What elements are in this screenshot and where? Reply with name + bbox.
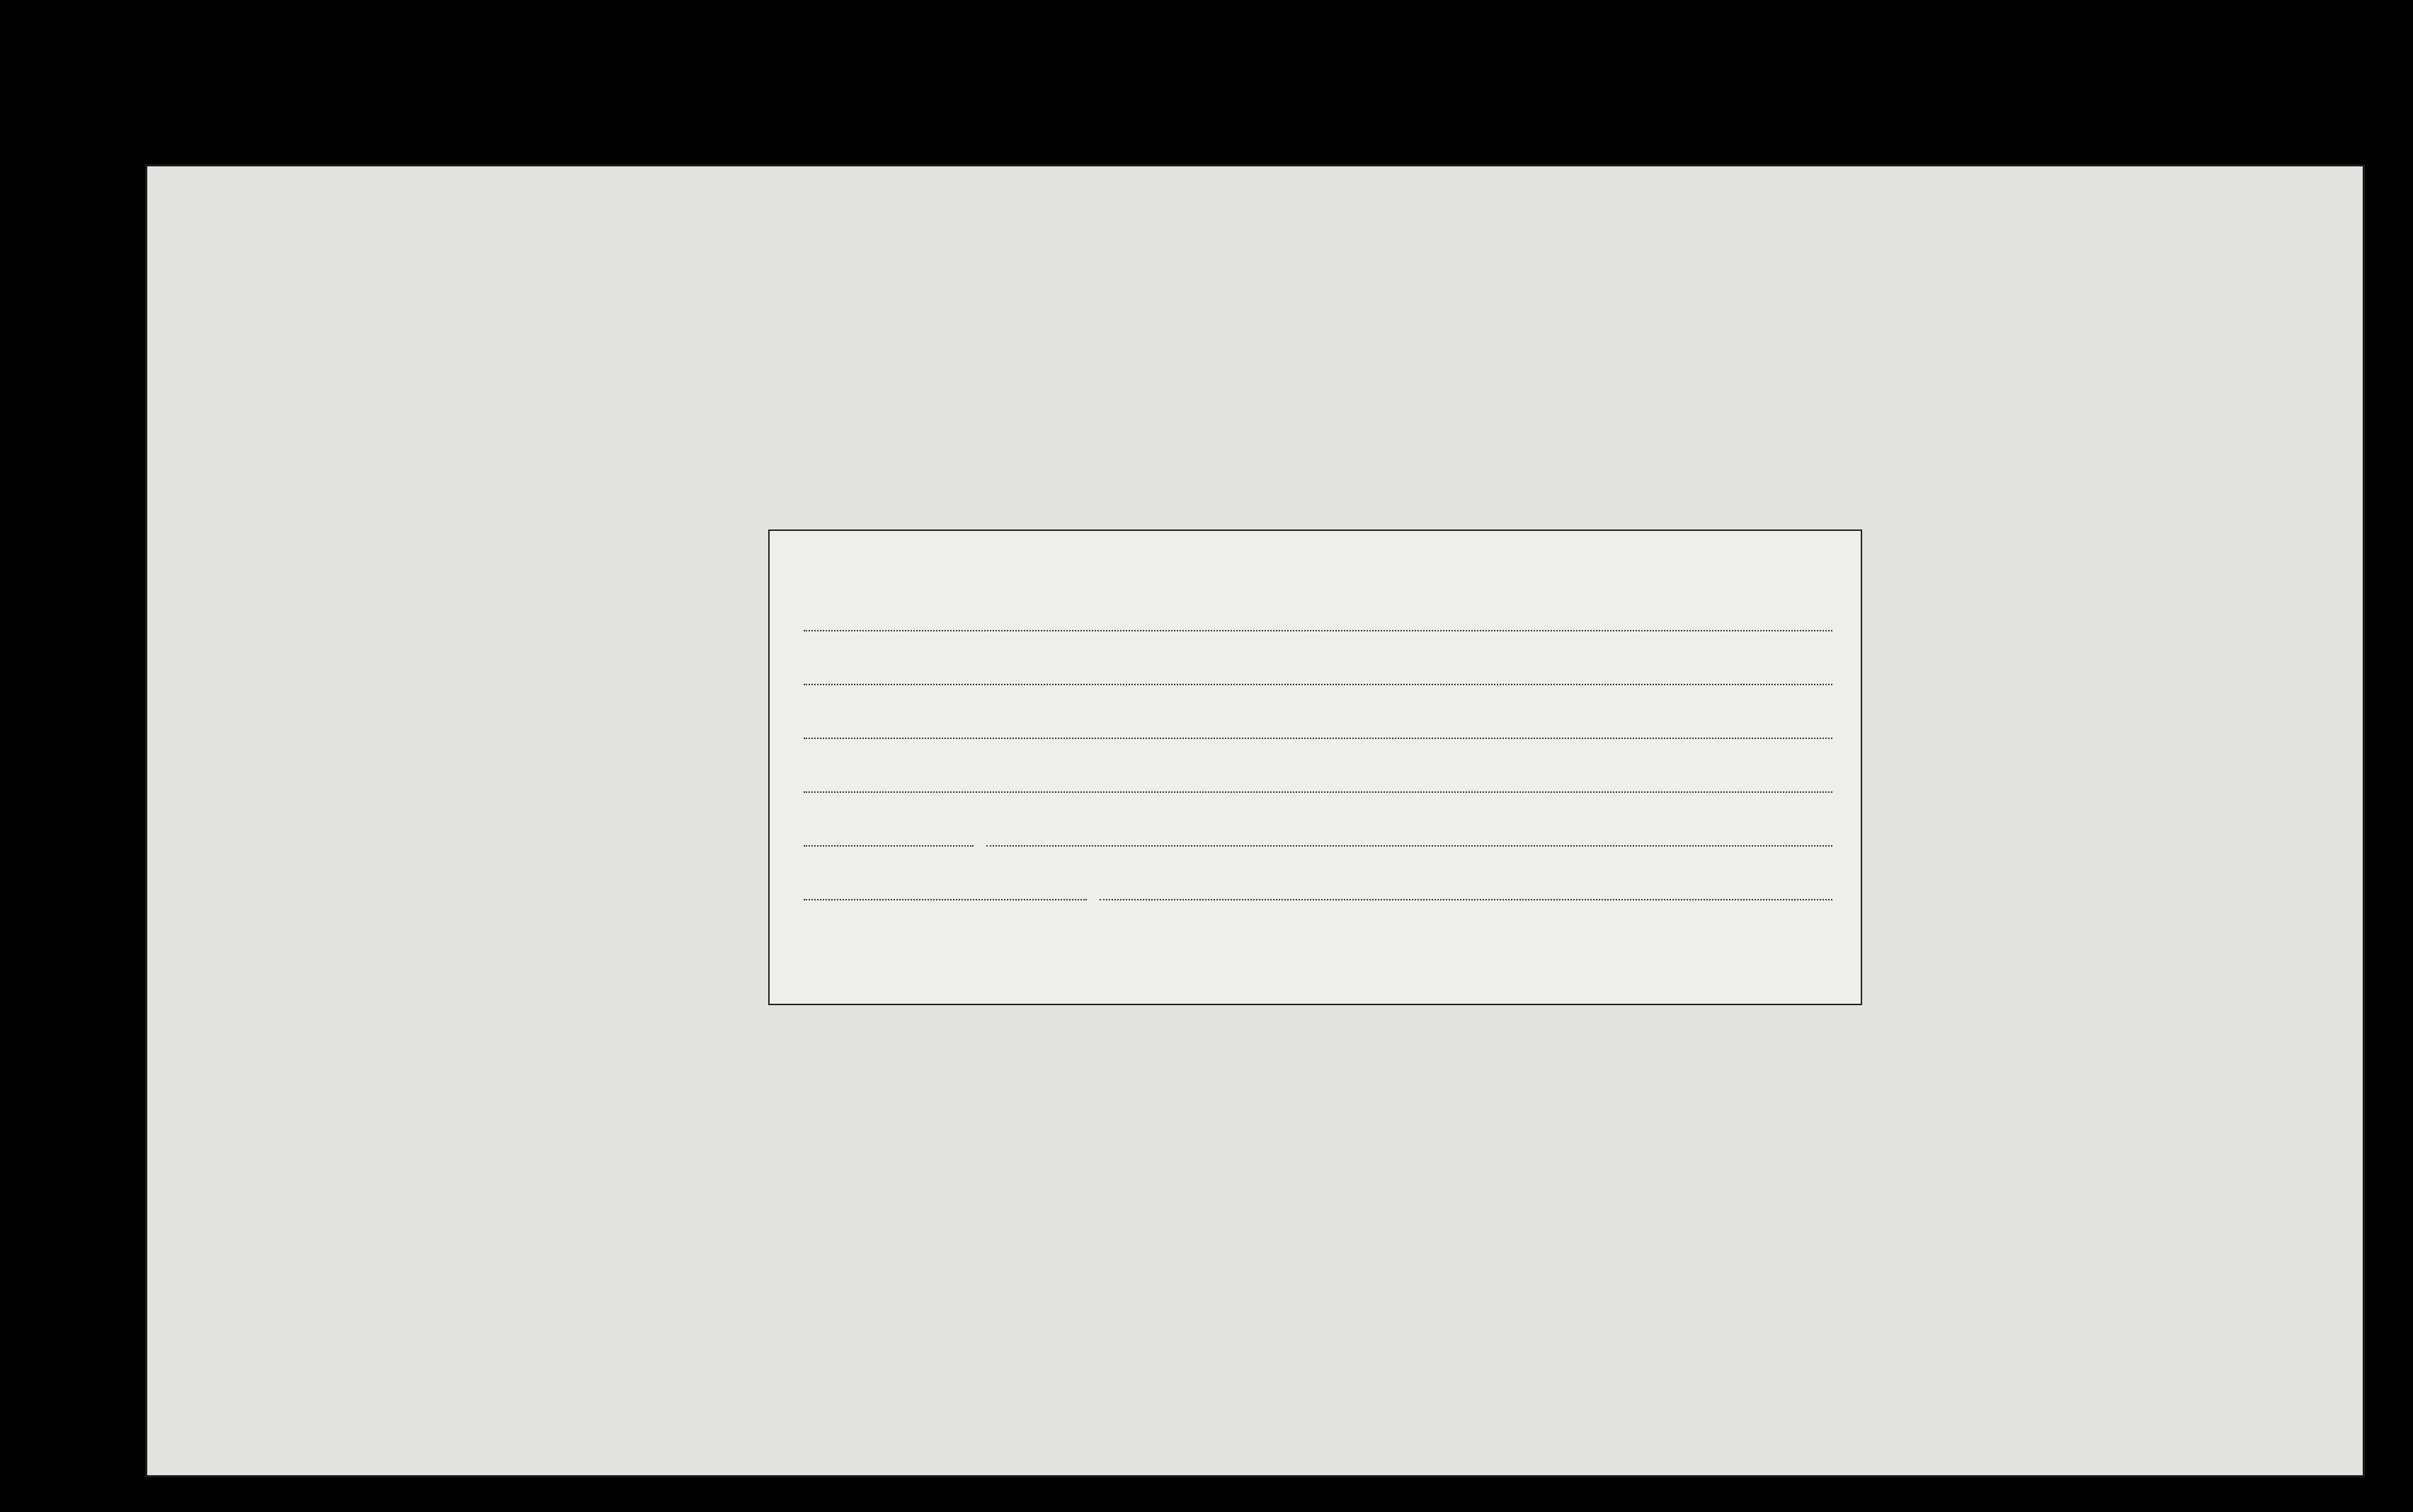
answer-field-distance[interactable] bbox=[986, 827, 1832, 847]
question-other-land bbox=[798, 631, 1832, 685]
answer-field-land-type[interactable] bbox=[804, 719, 1832, 739]
answer-field-village[interactable] bbox=[804, 827, 974, 847]
question-owner-cont bbox=[798, 596, 1832, 631]
lease-table bbox=[145, 1005, 2365, 1477]
answer-field-other-land[interactable] bbox=[804, 665, 1832, 685]
crop-table bbox=[145, 164, 2365, 529]
answer-field-market[interactable] bbox=[804, 881, 1087, 900]
answer-field-owner[interactable] bbox=[804, 612, 1832, 631]
private-households-box bbox=[768, 529, 1862, 1005]
question-market bbox=[798, 847, 1832, 900]
question-land-type bbox=[798, 685, 1832, 739]
question-village bbox=[798, 793, 1832, 847]
answer-field-market-distance[interactable] bbox=[1100, 881, 1832, 900]
question-farming bbox=[798, 739, 1832, 793]
answer-field-farming[interactable] bbox=[804, 773, 1832, 793]
question-owner bbox=[798, 551, 1832, 596]
census-card bbox=[145, 164, 2365, 1477]
